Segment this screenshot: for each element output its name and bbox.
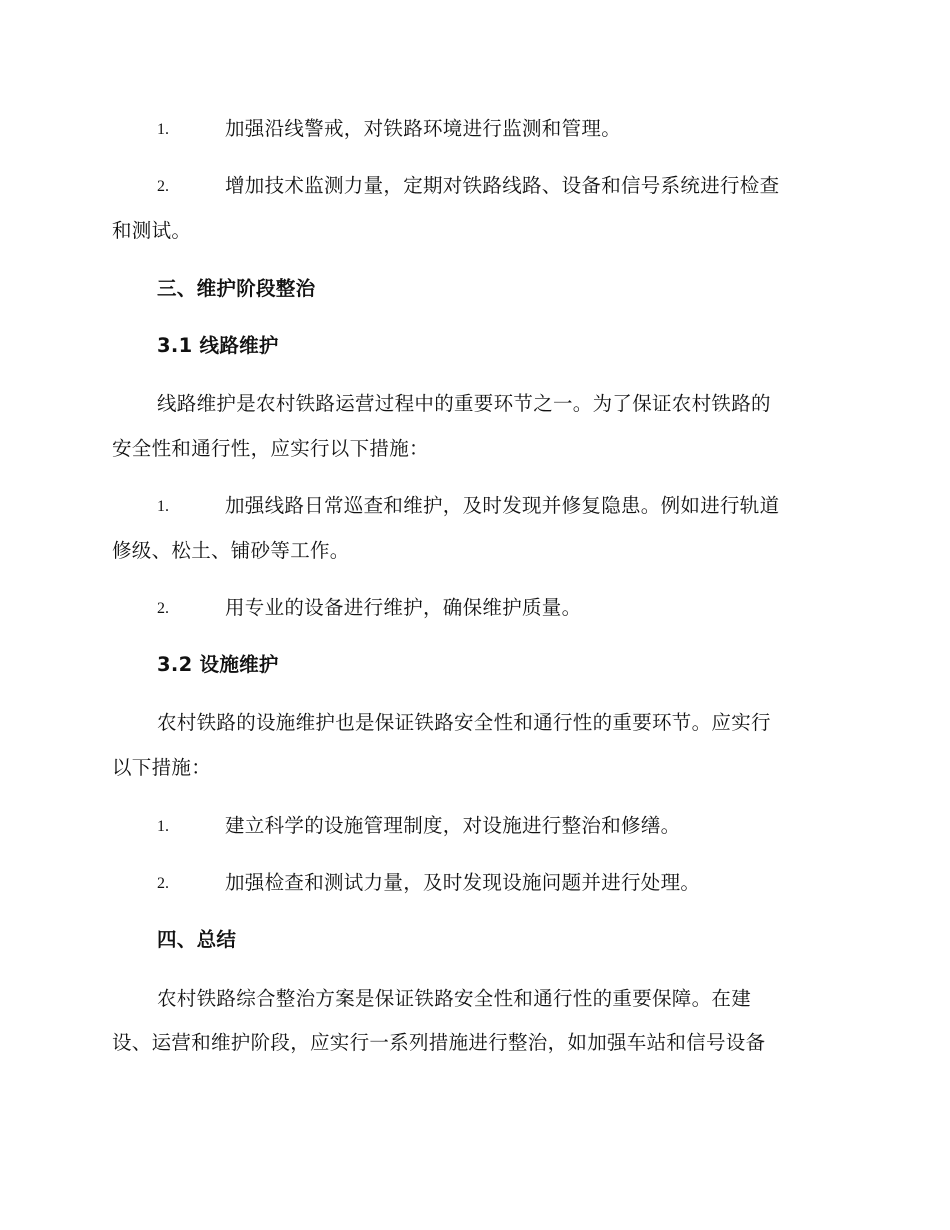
list-item-number: 2. — [157, 600, 169, 617]
paragraph-line: 线路维护是农村铁路运营过程中的重要环节之一。为了保证农村铁路的 — [157, 392, 771, 415]
list-item-continuation: 和测试。 — [112, 219, 192, 242]
list-item-number: 1. — [157, 498, 169, 515]
list-item-text: 加强沿线警戒，对铁路环境进行监测和管理。 — [225, 117, 622, 140]
list-item-number: 1. — [157, 818, 169, 835]
list-item-number: 1. — [157, 121, 169, 138]
list-item-text: 加强检查和测试力量，及时发现设施问题并进行处理。 — [225, 871, 701, 894]
section-heading: 三、维护阶段整治 — [157, 277, 316, 300]
list-item-text: 加强线路日常巡查和维护，及时发现并修复隐患。例如进行轨道 — [225, 494, 780, 517]
list-item-text: 用专业的设备进行维护，确保维护质量。 — [225, 596, 582, 619]
list-item-text: 增加技术监测力量，定期对铁路线路、设备和信号系统进行检查 — [225, 174, 780, 197]
subsection-heading: 3.2 设施维护 — [157, 653, 279, 676]
subsection-heading: 3.1 线路维护 — [157, 334, 279, 357]
paragraph-line: 农村铁路的设施维护也是保证铁路安全性和通行性的重要环节。应实行 — [157, 711, 771, 734]
list-item-number: 2. — [157, 875, 169, 892]
paragraph-line: 以下措施： — [112, 756, 212, 779]
list-item-continuation: 修级、松土、铺砂等工作。 — [112, 539, 350, 562]
section-heading: 四、总结 — [157, 928, 237, 951]
list-item-number: 2. — [157, 178, 169, 195]
list-item-text: 建立科学的设施管理制度，对设施进行整治和修缮。 — [225, 814, 681, 837]
paragraph-line: 农村铁路综合整治方案是保证铁路安全性和通行性的重要保障。在建 — [157, 987, 752, 1010]
paragraph-line: 安全性和通行性，应实行以下措施： — [112, 437, 429, 460]
paragraph-line: 设、运营和维护阶段，应实行一系列措施进行整治，如加强车站和信号设备 — [112, 1031, 766, 1054]
